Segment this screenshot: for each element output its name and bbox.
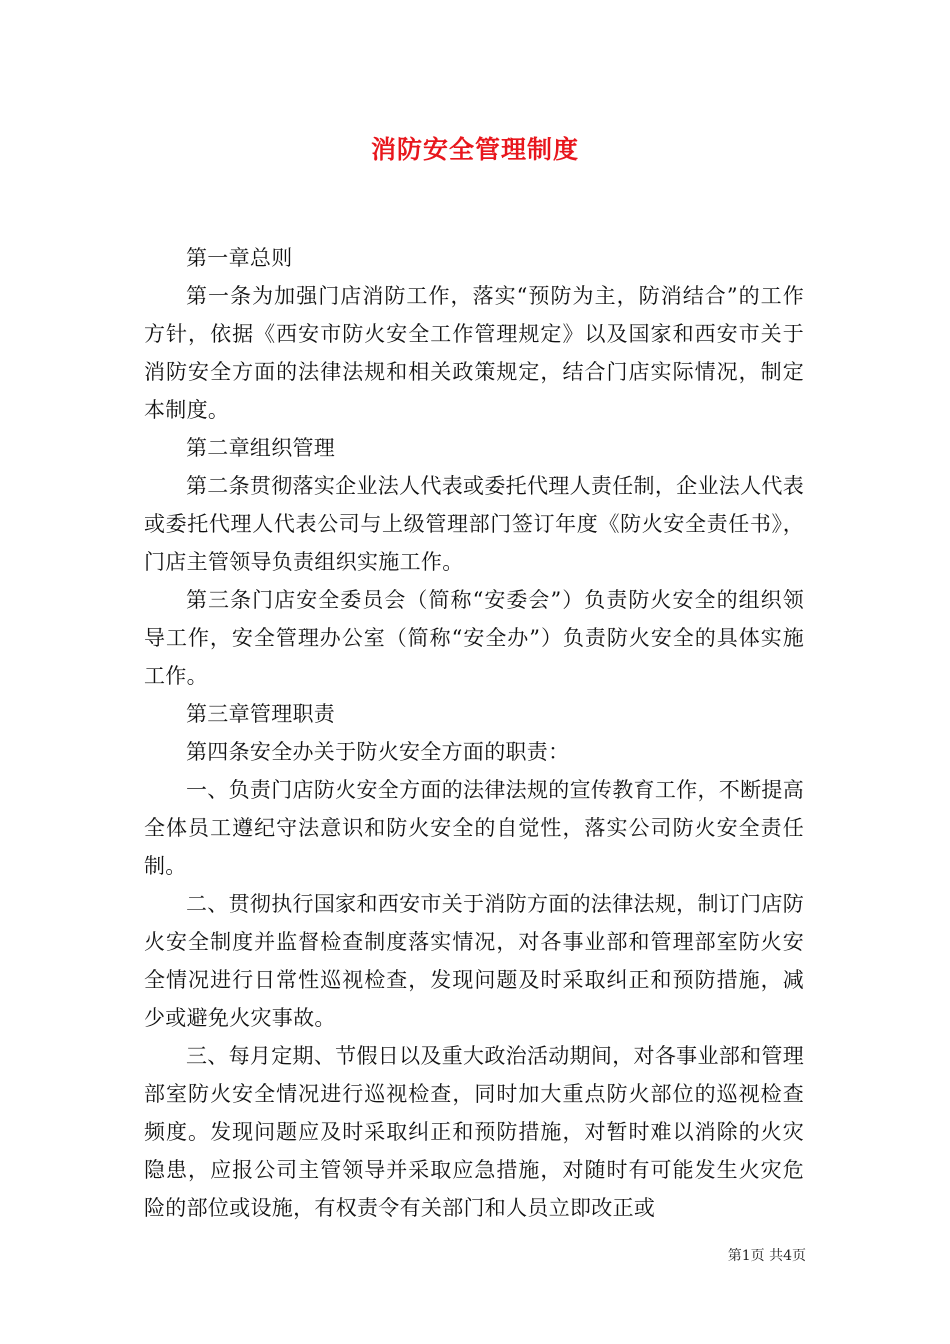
page-title: 消防安全管理制度 [370,135,579,164]
article-2: 第二条贯彻落实企业法人代表或委托代理人责任制，企业法人代表或委托代理人代表公司与上级管理部门签订年度《防火安全责任书》，门店主管领导负责组织实施工作。 [144,474,804,574]
document-body [144,239,804,1227]
duty-item-3: 三、每月定期、节假日以及重大政治活动期间，对各事业部和管理部室防火安全情况进行巡视检查，同时加大重点防火部位的巡视检查频度。发现问题应及时采取纠正和预防措施，对暂时难以消除的火灾隐患，应报公司主管领导并采取应急措施，对随时有可能发生火灾危险的部位或设施，有权责令有关部门和人员立即改正或 [144,1044,804,1220]
page-number-current: 1 [741,1248,751,1264]
page-number-suffix: 页 [792,1248,806,1264]
chapter-heading-1: 第一章总则 [186,246,293,270]
article-1: 第一条为加强门店消防工作，落实“预防为主，防消结合”的工作方针，依据《西安市防火安全工作管理规定》以及国家和西安市关于消防安全方面的法律法规和相关政策规定，结合门店实际情况，制定本制度。 [144,284,804,422]
page-number-prefix: 第 [727,1248,742,1264]
page-number-total: 4 [783,1248,792,1264]
duty-item-2: 二、贯彻执行国家和西安市关于消防方面的法律法规，制订门店防火安全制度并监督检查制度落实情况，对各事业部和管理部室防火安全情况进行日常性巡视检查，发现问题及时采取纠正和预防措施，减少或避免火灾事故。 [144,892,804,1030]
article-4: 第四条安全办关于防火安全方面的职责： [186,740,570,764]
page-number [728,1246,806,1266]
article-3: 第三条门店安全委员会（简称“安委会”）负责防火安全的组织领导工作，安全管理办公室（简称“安全办”）负责防火安全的具体实施工作。 [144,588,804,688]
chapter-heading-2: 第二章组织管理 [186,436,336,460]
duty-item-1: 一、负责门店防火安全方面的法律法规的宣传教育工作，不断提高全体员工遵纪守法意识和防火安全的自觉性，落实公司防火安全责任制。 [144,778,804,878]
page-number-middle: 页 共 [750,1248,784,1264]
chapter-heading-3: 第三章管理职责 [186,702,336,726]
